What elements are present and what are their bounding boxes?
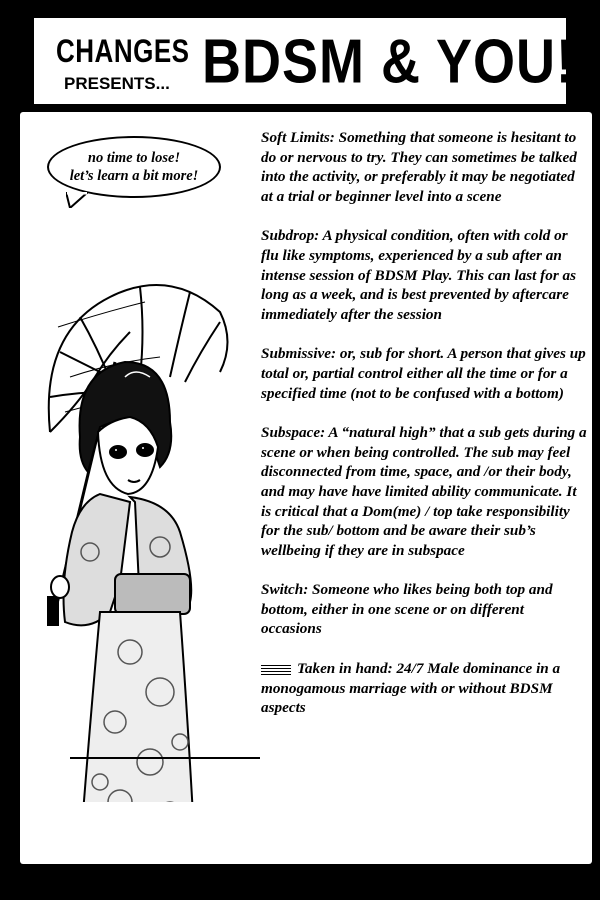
kimono [64, 494, 195, 802]
term-submissive: Submissive: or, sub for short. A person that gives up total or, partial control either all the time or for a specified time (not to be confused with a bottom) [261, 345, 586, 402]
speech-line-2: let’s learn a bit more! [69, 168, 199, 184]
ground-line [70, 757, 260, 759]
speech-bubble [47, 136, 221, 198]
term-subspace: Subspace: A “natural high” that a sub gets during a scene or when being controlled. The sub may feel disconnected from time, space, and /or their body, and may have have limited ability communicate. It is critical that a Dom(me) / top take responsibility for the sub/ bottom and be aware their sub’s wellbeing if they are in subspace [261, 424, 587, 559]
brand-name: CHANGES [56, 32, 190, 70]
girl-head [80, 362, 172, 494]
presents-label: PRESENTS... [64, 74, 170, 93]
term-subdrop: Subdrop: A physical condition, often with cold or flu like symptoms, experienced by a sub after an intense session of BDSM Play. This can last for as long as a week, and is best prevented by aftercare immediately after the session [261, 227, 577, 323]
speed-lines-icon [261, 665, 291, 675]
girl-with-parasol-illustration [20, 202, 250, 802]
speech-line-1: no time to lose! [87, 150, 181, 166]
term-taken-in-hand [261, 659, 587, 718]
speech-bubble-tail [66, 192, 88, 208]
glossary-terms [261, 128, 587, 738]
hand [51, 576, 69, 598]
comic-panel [20, 112, 592, 864]
term-soft-limits: Soft Limits: Something that someone is hesitant to do or nervous to try. They can sometimes be talked into the activity, or preferably it may be negotiated at a trial or beginner level into a scene [261, 129, 577, 205]
term-taken-in-hand-text: Taken in hand: 24/7 Male dominance in a monogamous marriage with or without BDSM aspects [261, 660, 561, 717]
term-switch: Switch: Someone who likes being both top and bottom, either in one scene or on different occasions [261, 581, 553, 638]
page-title: BDSM & YOU! [202, 27, 576, 97]
header-banner [34, 18, 576, 104]
